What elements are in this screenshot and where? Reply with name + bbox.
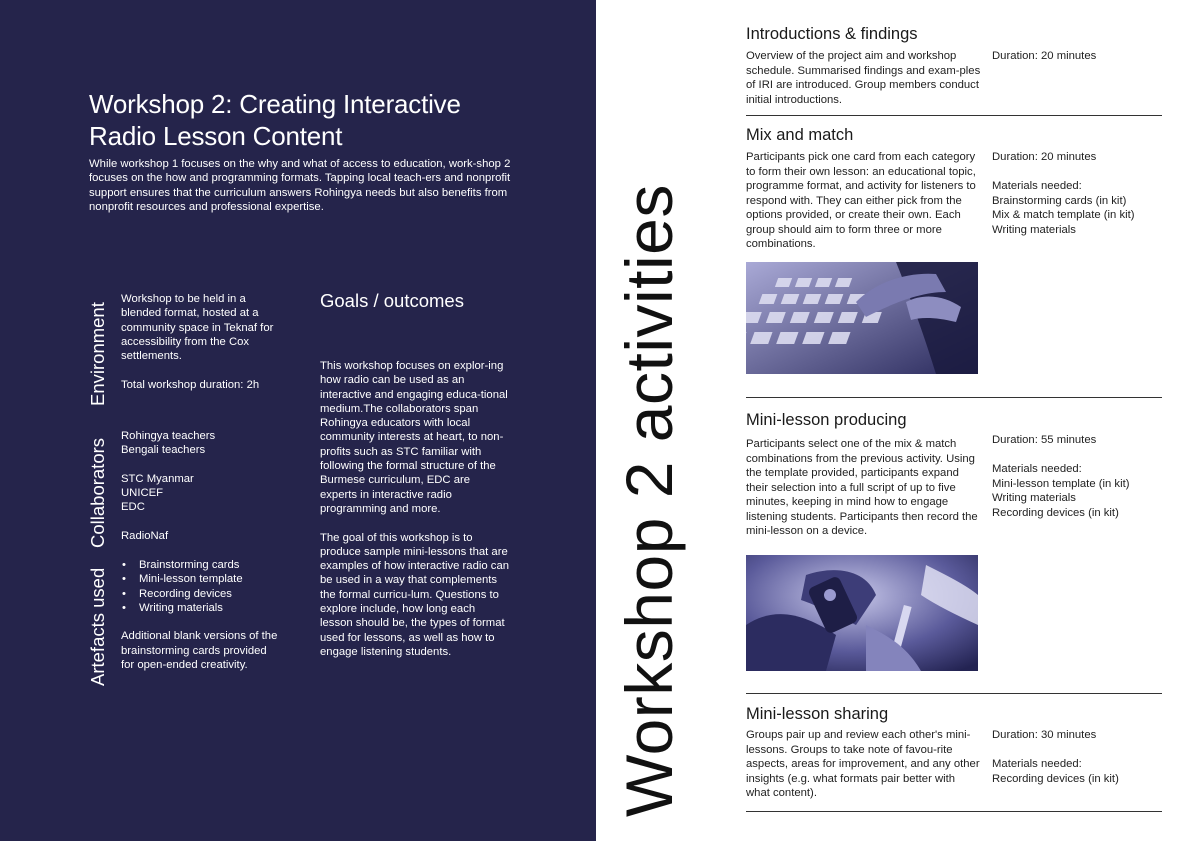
title-line-2: Radio Lesson Content — [89, 121, 343, 151]
materials-label: Materials needed: — [992, 758, 1082, 770]
collaborators-label: Collaborators — [87, 437, 108, 548]
activity-mini-lesson-sharing — [746, 704, 1162, 799]
activity-meta — [992, 728, 1162, 786]
duration-value: 20 minutes — [1040, 50, 1097, 62]
material-item: Recording devices (in kit) — [992, 506, 1119, 519]
collaborators-block — [121, 429, 281, 543]
environment-block — [121, 292, 281, 392]
activity-description: Participants pick one card from each category to form their own lesson: an educational topic, programme format, and activity for listeners to respond with. They can either pick from the options provided, or create their own. Each group should aim to form three or more combinations. — [746, 151, 976, 250]
artefacts-block — [121, 558, 281, 672]
collaborator: EDC — [121, 501, 145, 514]
collaborator: Rohingya teachers — [121, 430, 216, 442]
activity-mix-and-match — [746, 125, 1162, 250]
duration — [992, 728, 1162, 743]
duration — [992, 433, 1162, 448]
materials-label: Materials needed: — [992, 180, 1082, 192]
artefact-item: • Mini-lesson template — [121, 572, 281, 586]
activity-title: Mini-lesson sharing — [746, 705, 889, 723]
title-line-1: Workshop 2: Creating Interactive — [89, 89, 461, 119]
environment-text: Workshop to be held in a blended format, hosted at a community space in Teknaf for accessibility from the Cox settlements. — [121, 293, 274, 363]
activity-meta — [992, 150, 1162, 237]
artefact-item: • Brainstorming cards — [121, 558, 281, 572]
artefact-item: • Writing materials — [121, 601, 281, 615]
divider — [746, 115, 1162, 116]
duration-label: Duration: — [992, 50, 1038, 62]
artefacts-label: Artefacts used — [87, 567, 108, 686]
activity-meta — [992, 433, 1162, 520]
divider — [746, 397, 1162, 398]
duration — [992, 150, 1162, 165]
goals-title: Goals / outcomes — [320, 290, 464, 311]
activities-vertical-title: Workshop 2 activities — [612, 184, 686, 817]
duration-value: 20 minutes — [1040, 151, 1097, 163]
duration-value: 30 minutes — [1040, 729, 1097, 741]
material-item: Mini-lesson template (in kit) — [992, 477, 1130, 490]
collaborator: UNICEF — [121, 487, 164, 500]
activity-title: Mini-lesson producing — [746, 411, 907, 429]
artefacts-list — [121, 558, 281, 615]
divider — [746, 693, 1162, 694]
goals-body — [320, 359, 510, 659]
environment-label: Environment — [87, 302, 108, 406]
collaborator: Bengali teachers — [121, 444, 206, 457]
recording-photo-illustration — [746, 555, 978, 671]
material-item: Writing materials — [992, 223, 1076, 236]
material-item: Recording devices (in kit) — [992, 772, 1119, 785]
cards-photo — [746, 262, 978, 374]
material-item: Writing materials — [992, 492, 1076, 504]
activity-description: Overview of the project aim and workshop schedule. Summarised findings and exam-ples of IRI are introduced. Group members conduct initial introductions. — [746, 50, 981, 106]
recording-photo — [746, 555, 978, 671]
artefact-item: • Recording devices — [121, 587, 281, 601]
environment-duration: Total workshop duration: 2h — [121, 378, 260, 391]
activity-description: Groups pair up and review each other's mini-lessons. Groups to take note of favou-rite aspects, areas for improvement, and any other insights (e.g. what formats pair better with what content). — [746, 729, 980, 799]
artefacts-note: Additional blank versions of the brainstorming cards provided for open-ended creativity. — [121, 630, 278, 672]
duration-label: Duration: — [992, 151, 1038, 163]
goals-paragraph-2: The goal of this workshop is to produce sample mini-lessons that are examples of how interactive radio can be used in a way that complements the formal curricu-lum. Questions to explore include, how long each lesson should be, the types of format used for lessons, as well as how to engage listening students. — [320, 531, 510, 658]
divider — [746, 811, 1162, 812]
activity-meta — [992, 49, 1162, 64]
activity-description: Participants select one of the mix & match combinations from the previous activity. Using the template provided, participants expand their selection into a full script of up to five minutes, keeping in mind how to engage listening students. Participants then record the mini-lesson on a device. — [746, 438, 978, 537]
activity-title: Introductions & findings — [746, 25, 918, 43]
material-item: Mix & match template (in kit) — [992, 209, 1135, 221]
page-title — [89, 88, 549, 152]
duration — [992, 49, 1162, 64]
materials-label: Materials needed: — [992, 463, 1082, 475]
duration-label: Duration: — [992, 434, 1038, 446]
collaborator: RadioNaf — [121, 530, 169, 543]
activity-title: Mix and match — [746, 126, 854, 144]
intro-paragraph: While workshop 1 focuses on the why and what of access to education, work-shop 2 focuses on the how and programming formats. Tapping local teach-ers and nonprofit support ensures that the curriculum answers Rohingya needs but also benefits from nonprofit resources and professional expertise. — [89, 158, 511, 213]
duration-label: Duration: — [992, 729, 1038, 741]
activity-mini-lesson-producing — [746, 410, 1162, 537]
activity-introductions — [746, 24, 1162, 106]
material-item: Brainstorming cards (in kit) — [992, 194, 1127, 207]
duration-value: 55 minutes — [1040, 434, 1097, 446]
goals-paragraph-1: This workshop focuses on explor-ing how radio can be used as an interactive and engaging educa-tional medium.The collaborators span Rohingya educators with local community interests at heart, to non-profits such as STC familiar with following the formal structure of the Burmese curriculum, EDC are experts in interactive radio programming and more. — [320, 360, 508, 515]
collaborator: STC Myanmar — [121, 472, 194, 485]
cards-photo-illustration — [746, 262, 978, 374]
